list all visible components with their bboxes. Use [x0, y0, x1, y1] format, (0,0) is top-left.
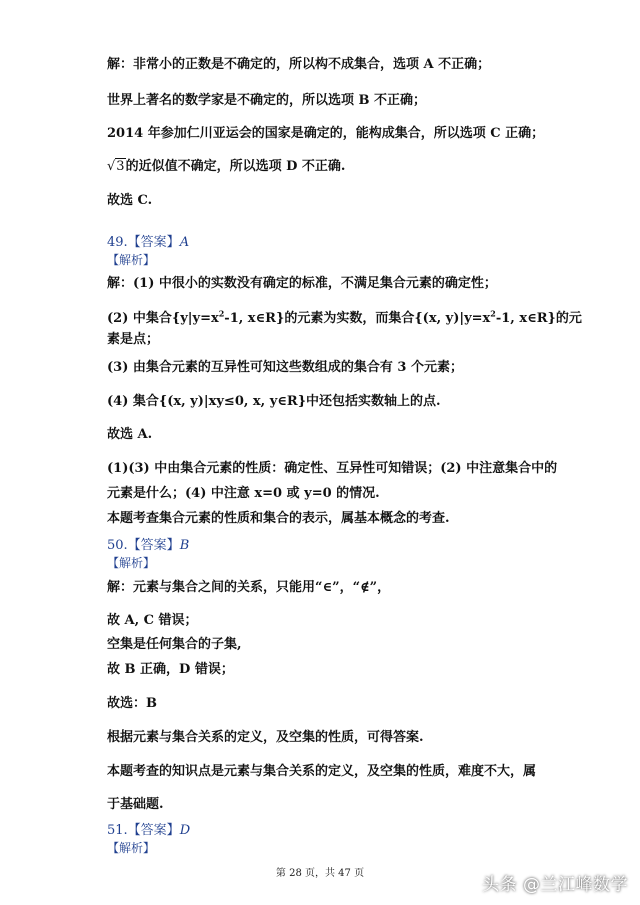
- text-line: 故选：B: [107, 696, 157, 711]
- text-line: (3) 由集合元素的互异性可知这些数组成的集合有 3 个元素；: [107, 360, 463, 375]
- text-segment: 的近似值不确定，所以选项 D 不正确.: [125, 159, 346, 174]
- text-segment: -1, x∈R}的元: [495, 311, 582, 326]
- analysis-label: 【解析】: [107, 841, 156, 855]
- text-line: 于基础题.: [107, 797, 164, 812]
- analysis-label: 【解析】: [107, 253, 156, 267]
- answer-label: 50.【答案】: [107, 538, 180, 553]
- text-line: [107, 308, 582, 327]
- text-line: 素是点；: [107, 332, 160, 347]
- text-segment: -1, x∈R}的元素为实数，而集合{(x, y)|y=x: [224, 311, 491, 326]
- text-segment: (2) 中集合{y|y=x: [107, 311, 219, 326]
- text-line: 空集是任何集合的子集,: [107, 637, 242, 652]
- sqrt-symbol: √3: [107, 159, 125, 174]
- text-line: 故 A, C 错误；: [107, 613, 198, 628]
- page-number-footer: 第 28 页，共 47 页: [275, 868, 365, 879]
- text-line: (4) 集合{(x, y)|xy≤0, x, y∈R}中还包括实数轴上的点.: [107, 394, 441, 409]
- text-line: 故 B 正确，D 错误；: [107, 662, 234, 677]
- answer-heading-49: [107, 235, 189, 251]
- text-line: 解：非常小的正数是不确定的，所以构不成集合，选项 A 不正确；: [107, 57, 491, 72]
- text-line: 根据元素与集合关系的定义，及空集的性质，可得答案.: [107, 730, 424, 745]
- answer-letter: D: [179, 823, 191, 838]
- answer-letter: A: [179, 235, 190, 250]
- answer-letter: B: [179, 538, 190, 553]
- text-line: 本题考查集合元素的性质和集合的表示，属基本概念的考查.: [107, 511, 450, 526]
- answer-heading-51: [107, 823, 190, 839]
- analysis-label: 【解析】: [107, 556, 156, 570]
- answer-heading-50: [107, 538, 189, 554]
- answer-label: 51.【答案】: [107, 823, 180, 838]
- text-line: 故选 A.: [107, 427, 153, 442]
- answer-label: 49.【答案】: [107, 235, 180, 250]
- sqrt-radicand: 3: [116, 159, 125, 174]
- text-line: 解：元素与集合之间的关系，只能用“∈”，“∉”，: [107, 580, 391, 595]
- text-line: 2014 年参加仁川亚运会的国家是确定的，能构成集合，所以选项 C 正确；: [107, 126, 545, 141]
- watermark: 头条 @兰江峰数学: [482, 875, 628, 895]
- text-line: 故选 C.: [107, 193, 153, 208]
- superscript: 2: [218, 308, 225, 319]
- text-line: 解：(1) 中很小的实数没有确定的标准，不满足集合元素的确定性；: [107, 276, 497, 291]
- text-line: 世界上著名的数学家是不确定的，所以选项 B 不正确；: [107, 93, 427, 108]
- text-line: 本题考查的知识点是元素与集合关系的定义，及空集的性质，难度不大，属: [107, 764, 537, 779]
- text-line: [107, 159, 345, 175]
- superscript: 2: [490, 308, 496, 319]
- text-line: (1)(3) 中由集合元素的性质：确定性、互异性可知错误；(2) 中注意集合中的: [107, 461, 558, 476]
- text-line: 元素是什么；(4) 中注意 x=0 或 y=0 的情况.: [107, 486, 380, 501]
